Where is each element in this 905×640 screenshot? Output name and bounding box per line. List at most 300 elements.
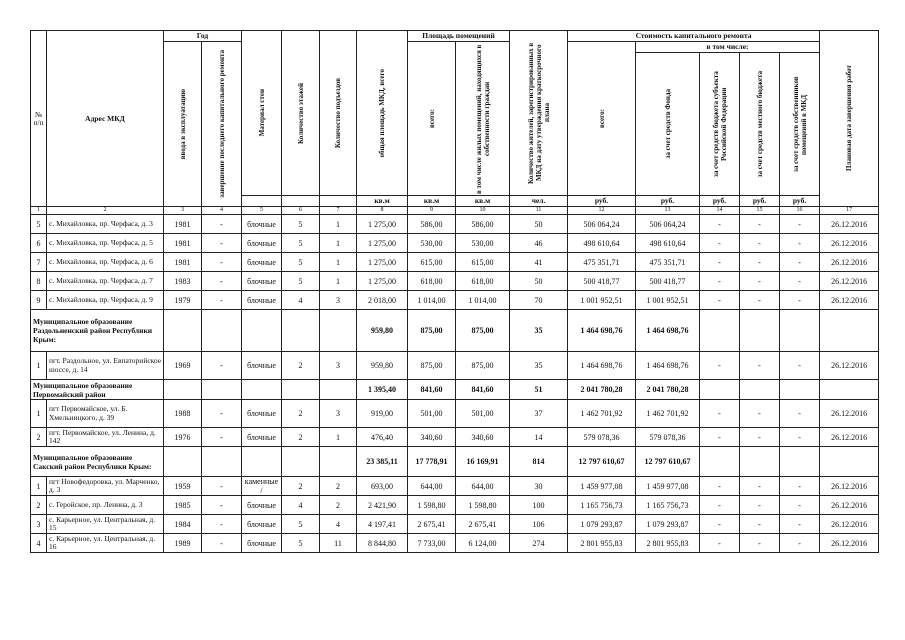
mun-residents: 35	[510, 310, 568, 352]
unit-residents: чел.	[510, 196, 568, 207]
col-cost-total-header	[568, 42, 636, 196]
empty-cell	[740, 447, 780, 477]
total-area-cell: 693,00	[357, 477, 408, 496]
column-number-cell: 15	[740, 207, 780, 215]
col-num-header	[31, 31, 47, 207]
empty-cell	[320, 310, 357, 352]
empty-cell	[202, 310, 242, 352]
cost-owners-cell: -	[780, 428, 820, 447]
planned-date-cell: 26.12.2016	[820, 253, 879, 272]
year-group-header: Год	[164, 31, 242, 42]
floors-cell: 4	[282, 291, 320, 310]
planned-date-cell: 26.12.2016	[820, 496, 879, 515]
mun-total-area: 959,80	[357, 310, 408, 352]
house-row	[31, 534, 879, 553]
municipality-row	[31, 310, 879, 352]
col-date-label: Плановая дата завершения работ	[845, 65, 854, 172]
col-address-header	[47, 31, 164, 207]
mun-area-res: 875,00	[456, 310, 510, 352]
planned-date-cell: 26.12.2016	[820, 352, 879, 380]
cost-fund-cell: 500 418,77	[636, 272, 700, 291]
empty-cell	[164, 447, 202, 477]
cost-local-cell: -	[740, 291, 780, 310]
wall-material-cell: блочные	[242, 400, 282, 428]
residents-cell: 50	[510, 272, 568, 291]
mun-total-area: 1 395,40	[357, 380, 408, 400]
cost-fund-cell: 1 464 698,76	[636, 352, 700, 380]
cost-owners-cell: -	[780, 400, 820, 428]
col-cost-owners-label: за счет средств собственников помещений в МКД	[791, 76, 808, 172]
entrances-cell: 3	[320, 291, 357, 310]
cost-federal-cell: -	[700, 496, 740, 515]
floors-cell: 2	[282, 352, 320, 380]
house-row	[31, 291, 879, 310]
cost-owners-cell: -	[780, 253, 820, 272]
col-area-total-label: всего:	[427, 108, 436, 128]
cost-local-cell: -	[740, 352, 780, 380]
year-commission-cell: 1989	[164, 534, 202, 553]
area-all-cell: 644,00	[408, 477, 456, 496]
empty-cell	[320, 380, 357, 400]
column-number-cell: 10	[456, 207, 510, 215]
mun-cost-total: 2 041 780,28	[568, 380, 636, 400]
cost-total-cell: 1 459 977,08	[568, 477, 636, 496]
row-number: 2	[31, 428, 47, 447]
floors-cell: 5	[282, 534, 320, 553]
address-cell: пгт Новофедоровка, ул. Марченко, д. 3	[47, 477, 164, 496]
column-number-cell: 6	[282, 207, 320, 215]
municipality-row	[31, 447, 879, 477]
empty-cell	[282, 380, 320, 400]
year-last-repair-cell: -	[202, 272, 242, 291]
row-number: 2	[31, 496, 47, 515]
address-cell: с. Михайловка, пр. Черфаса, д. 9	[47, 291, 164, 310]
area-res-cell: 618,00	[456, 272, 510, 291]
area-all-cell: 875,00	[408, 352, 456, 380]
area-all-cell: 615,00	[408, 253, 456, 272]
col-residents-header	[510, 31, 568, 196]
col-address-label: Адрес МКД	[85, 113, 125, 123]
column-number-cell: 2	[47, 207, 164, 215]
col-wall-label: Материал стен	[257, 89, 266, 137]
column-number-cell: 7	[320, 207, 357, 215]
empty-cell	[242, 447, 282, 477]
empty-cell	[282, 447, 320, 477]
cost-owners-cell: -	[780, 496, 820, 515]
municipality-name: Муниципальное образование Сакский район Республики Крым:	[31, 447, 164, 477]
planned-date-cell: 26.12.2016	[820, 534, 879, 553]
mun-area-res: 841,60	[456, 380, 510, 400]
total-area-cell: 476,40	[357, 428, 408, 447]
residents-cell: 106	[510, 515, 568, 534]
empty-cell	[780, 380, 820, 400]
planned-date-cell: 26.12.2016	[820, 428, 879, 447]
column-number-cell: 4	[202, 207, 242, 215]
wall-material-cell: блочные	[242, 515, 282, 534]
area-res-cell: 340,60	[456, 428, 510, 447]
address-cell: с. Михайловка, пр. Черфаса, д. 3	[47, 215, 164, 234]
cost-local-cell: -	[740, 234, 780, 253]
wall-material-cell: блочные	[242, 291, 282, 310]
house-row	[31, 253, 879, 272]
unit-entrances	[320, 196, 357, 207]
house-row	[31, 400, 879, 428]
area-res-cell: 1 598,80	[456, 496, 510, 515]
cost-federal-cell: -	[700, 428, 740, 447]
year-commission-cell: 1988	[164, 400, 202, 428]
year-last-repair-cell: -	[202, 428, 242, 447]
col-year-commission-header	[164, 42, 202, 207]
unit-area-res: кв.м	[456, 196, 510, 207]
cost-local-cell: -	[740, 496, 780, 515]
cost-local-cell: -	[740, 515, 780, 534]
empty-cell	[820, 380, 879, 400]
planned-date-cell: 26.12.2016	[820, 215, 879, 234]
year-commission-cell: 1981	[164, 215, 202, 234]
col-entrances-header	[320, 31, 357, 196]
cost-total-cell: 1 462 701,92	[568, 400, 636, 428]
unit-area-total: кв.м	[408, 196, 456, 207]
floors-cell: 5	[282, 234, 320, 253]
house-row	[31, 272, 879, 291]
cost-federal-cell: -	[700, 291, 740, 310]
cost-fund-cell: 498 610,64	[636, 234, 700, 253]
year-commission-cell: 1959	[164, 477, 202, 496]
cost-including-header: в том числе:	[636, 42, 820, 53]
wall-material-cell: каменные /	[242, 477, 282, 496]
col-floors-label: Количество этажей	[296, 82, 305, 144]
entrances-cell: 1	[320, 272, 357, 291]
column-number-cell: 3	[164, 207, 202, 215]
empty-cell	[320, 447, 357, 477]
col-floors-header	[282, 31, 320, 196]
area-res-cell: 1 014,00	[456, 291, 510, 310]
col-cost-fund-label: за счет средств Фонда	[663, 89, 672, 159]
year-last-repair-cell: -	[202, 215, 242, 234]
wall-material-cell: блочные	[242, 215, 282, 234]
mun-total-area: 23 385,11	[357, 447, 408, 477]
entrances-cell: 1	[320, 253, 357, 272]
address-cell: пгт. Первомайское, ул. Ленина, д. 142	[47, 428, 164, 447]
total-area-cell: 1 275,00	[357, 215, 408, 234]
area-all-cell: 2 675,41	[408, 515, 456, 534]
column-number-cell: 14	[700, 207, 740, 215]
cost-federal-cell: -	[700, 234, 740, 253]
col-cost-federal-header	[700, 53, 740, 196]
area-res-cell: 6 124,00	[456, 534, 510, 553]
area-all-cell: 340,60	[408, 428, 456, 447]
unit-floors	[282, 196, 320, 207]
mun-area-res: 16 169,91	[456, 447, 510, 477]
planned-date-cell: 26.12.2016	[820, 515, 879, 534]
col-num-label: № п/п	[33, 109, 44, 127]
area-all-cell: 7 733,00	[408, 534, 456, 553]
address-cell: с. Карьерное, ул. Центральная, д. 15	[47, 515, 164, 534]
total-area-cell: 919,00	[357, 400, 408, 428]
cost-fund-cell: 1 165 756,73	[636, 496, 700, 515]
cost-owners-cell: -	[780, 272, 820, 291]
total-area-cell: 1 275,00	[357, 234, 408, 253]
planned-date-cell: 26.12.2016	[820, 400, 879, 428]
residents-cell: 46	[510, 234, 568, 253]
cost-total-cell: 500 418,77	[568, 272, 636, 291]
floors-cell: 5	[282, 215, 320, 234]
entrances-cell: 2	[320, 477, 357, 496]
empty-cell	[242, 380, 282, 400]
residents-cell: 100	[510, 496, 568, 515]
cost-federal-cell: -	[700, 477, 740, 496]
column-number-cell: 9	[408, 207, 456, 215]
floors-cell: 5	[282, 515, 320, 534]
row-number: 6	[31, 234, 47, 253]
wall-material-cell: блочные	[242, 272, 282, 291]
municipality-row	[31, 380, 879, 400]
empty-cell	[820, 447, 879, 477]
row-number: 9	[31, 291, 47, 310]
cost-federal-cell: -	[700, 253, 740, 272]
empty-cell	[164, 310, 202, 352]
col-residents-label: Количество жителей, зарегистрированных в МКД на дату утверждения краткосрочного плана	[526, 42, 551, 184]
mun-area-all: 841,60	[408, 380, 456, 400]
cost-fund-cell: 1 079 293,87	[636, 515, 700, 534]
unit-total-area: кв.м	[357, 196, 408, 207]
mun-cost-total: 12 797 610,67	[568, 447, 636, 477]
empty-cell	[780, 447, 820, 477]
wall-material-cell: блочные	[242, 253, 282, 272]
empty-cell	[700, 447, 740, 477]
area-res-cell: 644,00	[456, 477, 510, 496]
year-last-repair-cell: -	[202, 352, 242, 380]
cost-federal-cell: -	[700, 515, 740, 534]
area-all-cell: 1 014,00	[408, 291, 456, 310]
unit-cost-federal: руб.	[700, 196, 740, 207]
table-body	[31, 207, 879, 553]
area-res-cell: 2 675,41	[456, 515, 510, 534]
area-all-cell: 586,00	[408, 215, 456, 234]
cost-total-cell: 475 351,71	[568, 253, 636, 272]
planned-date-cell: 26.12.2016	[820, 272, 879, 291]
wall-material-cell: блочные	[242, 496, 282, 515]
residents-cell: 41	[510, 253, 568, 272]
total-area-cell: 8 844,80	[357, 534, 408, 553]
cost-group-header: Стоимость капитального ремонта	[568, 31, 820, 42]
unit-cost-owners: руб.	[780, 196, 820, 207]
empty-cell	[780, 310, 820, 352]
empty-cell	[242, 310, 282, 352]
column-number-cell: 17	[820, 207, 879, 215]
row-number: 7	[31, 253, 47, 272]
col-year-last-label: завершение последнего капитального ремонта	[217, 50, 226, 198]
residents-cell: 35	[510, 352, 568, 380]
residents-cell: 274	[510, 534, 568, 553]
cost-local-cell: -	[740, 253, 780, 272]
address-cell: с. Михайловка, пр. Черфаса, д. 6	[47, 253, 164, 272]
mun-area-all: 875,00	[408, 310, 456, 352]
area-res-cell: 530,00	[456, 234, 510, 253]
entrances-cell: 2	[320, 496, 357, 515]
year-commission-cell: 1983	[164, 272, 202, 291]
address-cell: с. Михайловка, пр. Черфаса, д. 5	[47, 234, 164, 253]
empty-cell	[700, 310, 740, 352]
mun-residents: 51	[510, 380, 568, 400]
floors-cell: 5	[282, 272, 320, 291]
floors-cell: 2	[282, 477, 320, 496]
cost-federal-cell: -	[700, 215, 740, 234]
row-number: 5	[31, 215, 47, 234]
row-number: 8	[31, 272, 47, 291]
area-res-cell: 615,00	[456, 253, 510, 272]
document-sheet	[30, 30, 878, 553]
house-row	[31, 515, 879, 534]
year-commission-cell: 1981	[164, 253, 202, 272]
entrances-cell: 3	[320, 400, 357, 428]
floors-cell: 4	[282, 496, 320, 515]
area-group-header: Площадь помещений	[408, 31, 510, 42]
cost-total-cell: 579 078,36	[568, 428, 636, 447]
year-last-repair-cell: -	[202, 400, 242, 428]
column-number-cell: 16	[780, 207, 820, 215]
year-last-repair-cell: -	[202, 477, 242, 496]
col-area-res-header	[456, 42, 510, 196]
col-cost-local-header	[740, 53, 780, 196]
mun-cost-fund: 12 797 610,67	[636, 447, 700, 477]
empty-cell	[820, 310, 879, 352]
row-number: 1	[31, 352, 47, 380]
wall-material-cell: блочные	[242, 534, 282, 553]
cost-local-cell: -	[740, 272, 780, 291]
cost-federal-cell: -	[700, 400, 740, 428]
residents-cell: 14	[510, 428, 568, 447]
year-last-repair-cell: -	[202, 234, 242, 253]
address-cell: с. Геройское, пр. Ленина, д. 3	[47, 496, 164, 515]
address-cell: с. Карьерное, ул. Центральная, д. 16	[47, 534, 164, 553]
cost-total-cell: 1 001 952,51	[568, 291, 636, 310]
cost-total-cell: 1 079 293,87	[568, 515, 636, 534]
floors-cell: 2	[282, 400, 320, 428]
row-number: 1	[31, 477, 47, 496]
planned-date-cell: 26.12.2016	[820, 291, 879, 310]
col-wall-header	[242, 31, 282, 196]
floors-cell: 2	[282, 428, 320, 447]
year-commission-cell: 1981	[164, 234, 202, 253]
area-all-cell: 618,00	[408, 272, 456, 291]
cost-federal-cell: -	[700, 534, 740, 553]
wall-material-cell: блочные	[242, 234, 282, 253]
cost-owners-cell: -	[780, 515, 820, 534]
total-area-cell: 1 275,00	[357, 253, 408, 272]
mun-cost-fund: 1 464 698,76	[636, 310, 700, 352]
column-number-row	[31, 207, 879, 215]
cost-total-cell: 2 801 955,83	[568, 534, 636, 553]
mun-cost-fund: 2 041 780,28	[636, 380, 700, 400]
col-year-last-header	[202, 42, 242, 207]
house-row	[31, 428, 879, 447]
column-number-cell: 13	[636, 207, 700, 215]
year-commission-cell: 1984	[164, 515, 202, 534]
area-res-cell: 875,00	[456, 352, 510, 380]
residents-cell: 30	[510, 477, 568, 496]
col-entrances-label: Количество подъездов	[334, 77, 343, 149]
house-row	[31, 477, 879, 496]
empty-cell	[202, 447, 242, 477]
table-header	[31, 31, 879, 207]
cost-local-cell: -	[740, 534, 780, 553]
cost-local-cell: -	[740, 215, 780, 234]
row-number: 1	[31, 400, 47, 428]
area-all-cell: 530,00	[408, 234, 456, 253]
cost-owners-cell: -	[780, 352, 820, 380]
area-all-cell: 501,00	[408, 400, 456, 428]
total-area-cell: 4 197,41	[357, 515, 408, 534]
year-last-repair-cell: -	[202, 515, 242, 534]
cost-fund-cell: 2 801 955,83	[636, 534, 700, 553]
unit-cost-fund: руб.	[636, 196, 700, 207]
wall-material-cell: блочные	[242, 428, 282, 447]
area-res-cell: 501,00	[456, 400, 510, 428]
cost-federal-cell: -	[700, 272, 740, 291]
total-area-cell: 2 018,00	[357, 291, 408, 310]
empty-cell	[740, 380, 780, 400]
col-year-commission-label: ввода в эксплуатацию	[178, 88, 187, 160]
empty-cell	[164, 380, 202, 400]
empty-cell	[700, 380, 740, 400]
row-number: 3	[31, 515, 47, 534]
year-commission-cell: 1985	[164, 496, 202, 515]
cost-fund-cell: 1 001 952,51	[636, 291, 700, 310]
col-cost-owners-header	[780, 53, 820, 196]
planned-date-cell: 26.12.2016	[820, 477, 879, 496]
col-area-res-label: в том числе жилых помещений, находящихся в собственности граждан	[474, 43, 491, 194]
repair-plan-table	[30, 30, 879, 553]
entrances-cell: 1	[320, 234, 357, 253]
year-commission-cell: 1976	[164, 428, 202, 447]
cost-owners-cell: -	[780, 234, 820, 253]
empty-cell	[202, 380, 242, 400]
col-cost-federal-label: за счет средств бюджета субъекта Российской Федерации	[711, 71, 728, 177]
col-total-area-header	[357, 31, 408, 196]
column-number-cell: 12	[568, 207, 636, 215]
empty-cell	[282, 310, 320, 352]
cost-total-cell: 1 165 756,73	[568, 496, 636, 515]
col-cost-local-label: за счет средств местного бюджета	[755, 70, 764, 178]
cost-local-cell: -	[740, 400, 780, 428]
col-total-area-label: общая площадь МКД, всего	[378, 68, 387, 158]
mun-area-all: 17 778,91	[408, 447, 456, 477]
cost-fund-cell: 1 459 977,08	[636, 477, 700, 496]
unit-cost-local: руб.	[740, 196, 780, 207]
house-row	[31, 215, 879, 234]
address-cell: пгт Первомайское, ул. Б. Хмельницкого, д. 39	[47, 400, 164, 428]
cost-owners-cell: -	[780, 291, 820, 310]
empty-cell	[740, 310, 780, 352]
area-all-cell: 1 598,80	[408, 496, 456, 515]
address-cell: с. Михайловка, пр. Черфаса, д. 7	[47, 272, 164, 291]
cost-local-cell: -	[740, 428, 780, 447]
mun-residents: 814	[510, 447, 568, 477]
cost-owners-cell: -	[780, 477, 820, 496]
municipality-name: Муниципальное образование Первомайский район	[31, 380, 164, 400]
year-commission-cell: 1969	[164, 352, 202, 380]
residents-cell: 37	[510, 400, 568, 428]
col-cost-fund-header	[636, 53, 700, 196]
cost-fund-cell: 475 351,71	[636, 253, 700, 272]
total-area-cell: 1 275,00	[357, 272, 408, 291]
column-number-cell: 5	[242, 207, 282, 215]
year-last-repair-cell: -	[202, 253, 242, 272]
total-area-cell: 2 421,90	[357, 496, 408, 515]
wall-material-cell: блочные	[242, 352, 282, 380]
year-last-repair-cell: -	[202, 496, 242, 515]
